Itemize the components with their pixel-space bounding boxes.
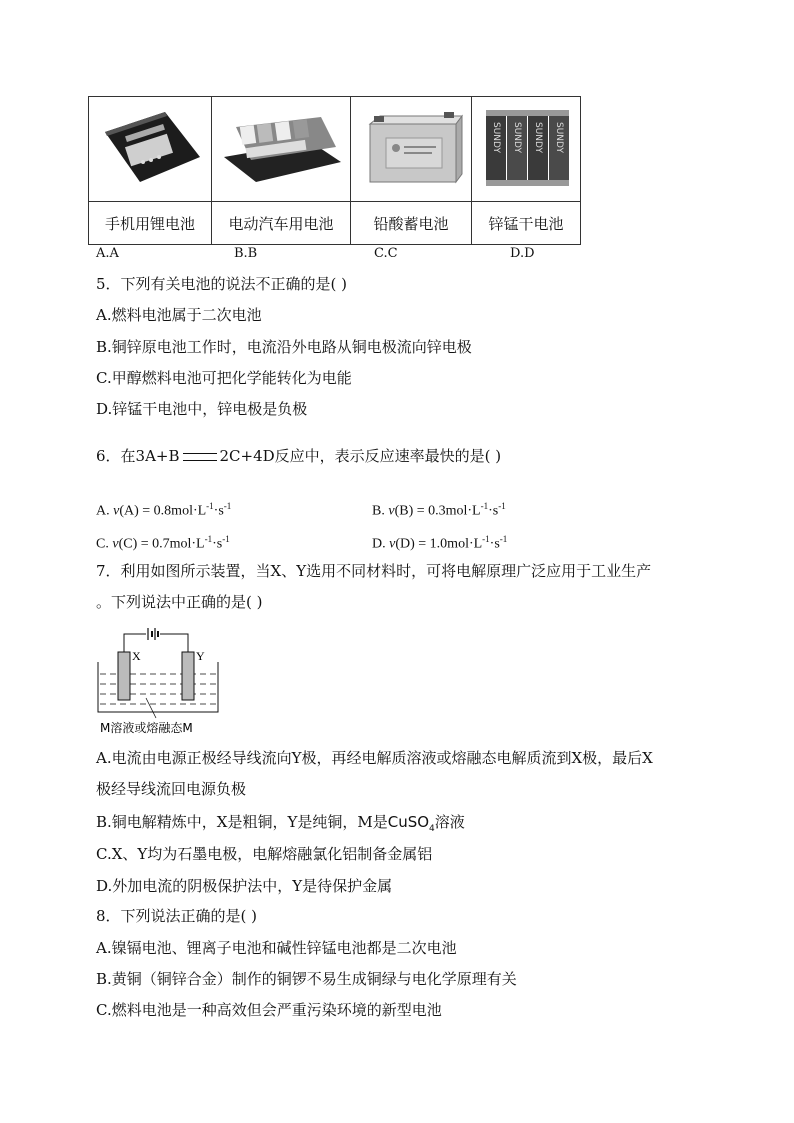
q6-option-a[interactable] — [96, 496, 231, 522]
q6-d-exp2: -1 — [499, 534, 508, 544]
q6-a-prefix: A. — [96, 503, 114, 519]
q6-c-exp2: -1 — [222, 534, 230, 544]
battery-table — [88, 96, 581, 245]
q7-b-suffix: 溶液 — [434, 813, 465, 831]
q6-c-tail: ·s — [212, 536, 223, 552]
q6-stem-post: 2C+4D反应中，表示反应速率最快的是( ) — [219, 447, 502, 465]
q6-c-prefix: C. — [96, 536, 113, 552]
dry-cell-image — [472, 97, 581, 202]
q5-option-d[interactable]: D.锌锰干电池中，锌电极是负极 — [96, 400, 308, 418]
q6-a-tail: ·s — [213, 503, 224, 519]
q6-b-exp2: -1 — [498, 501, 506, 511]
q7-option-a-line1[interactable]: A.电流由电源正极经导线流向Y极，再经电解质溶液或熔融态电解质流到X极，最后X — [96, 749, 653, 767]
q7-stem-line2: 。下列说法中正确的是( ) — [96, 593, 263, 611]
brand-text-3: SUNDY — [533, 122, 543, 153]
q6-d-prefix: D. — [372, 536, 390, 552]
q6-stem — [96, 446, 501, 466]
q6-d-value: (D) = 1.0mol·L — [395, 536, 483, 552]
option-c[interactable]: C.C — [374, 246, 398, 261]
lead-acid-battery-icon — [356, 102, 466, 192]
label-lead-acid: 铅酸蓄电池 — [351, 202, 472, 245]
electrolysis-diagram — [96, 622, 226, 742]
option-d[interactable]: D.D — [510, 246, 535, 261]
ev-battery-image — [212, 97, 351, 202]
electrode-y-label: Y — [196, 649, 205, 663]
q7-b-subscript: 4 — [429, 824, 435, 834]
q7-b-formula: CuSO — [387, 813, 430, 831]
brand-text-4: SUNDY — [554, 122, 564, 153]
brand-text-1: SUNDY — [491, 122, 501, 153]
q6-b-v: v — [388, 503, 395, 519]
q6-a-v: v — [113, 503, 120, 519]
q8-option-c[interactable]: C.燃料电池是一种高效但会严重污染环境的新型电池 — [96, 1001, 442, 1019]
label-dry-cell: 锌锰干电池 — [472, 202, 581, 245]
q7-option-b[interactable] — [96, 812, 465, 839]
q6-d-v: v — [389, 536, 396, 552]
equal-sign — [183, 453, 217, 461]
q8-option-a[interactable]: A.镍镉电池、锂离子电池和碱性锌锰电池都是二次电池 — [96, 939, 457, 957]
brand-text-2: SUNDY — [512, 122, 522, 153]
phone-battery-image — [89, 97, 212, 202]
electrolysis-cell-icon — [96, 622, 226, 742]
q6-b-tail: ·s — [488, 503, 499, 519]
option-a[interactable]: A.A — [96, 246, 119, 261]
q7-stem-line1: 7．利用如图所示装置，当X、Y选用不同材料时，可将电解原理广泛应用于工业生产 — [96, 562, 652, 580]
q5-option-a[interactable]: A.燃料电池属于二次电池 — [96, 306, 262, 324]
label-phone-battery: 手机用锂电池 — [89, 202, 212, 245]
q6-option-d[interactable] — [372, 529, 507, 555]
q8-option-b[interactable]: B.黄铜（铜锌合金）制作的铜锣不易生成铜绿与电化学原理有关 — [96, 970, 517, 988]
q6-c-v: v — [112, 536, 119, 552]
q8-stem: 8．下列说法正确的是( ) — [96, 907, 258, 925]
option-b[interactable]: B.B — [234, 246, 258, 261]
q5-option-b[interactable]: B.铜锌原电池工作时，电流沿外电路从铜电极流向锌电极 — [96, 338, 472, 356]
q6-b-prefix: B. — [372, 503, 389, 519]
q6-stem-pre: 6．在3A+B — [96, 447, 180, 465]
q6-option-c[interactable] — [96, 529, 230, 555]
lead-acid-image — [351, 97, 472, 202]
q6-c-value: (C) = 0.7mol·L — [118, 536, 205, 552]
q6-option-b[interactable] — [372, 496, 506, 522]
q6-c-exp1: -1 — [204, 534, 213, 544]
q5-option-c[interactable]: C.甲醇燃料电池可把化学能转化为电能 — [96, 369, 352, 387]
q6-d-tail: ·s — [489, 536, 500, 552]
label-ev-battery: 电动汽车用电池 — [212, 202, 351, 245]
q5-stem: 5．下列有关电池的说法不正确的是( ) — [96, 275, 348, 293]
q6-d-exp1: -1 — [482, 534, 490, 544]
q7-b-text: B.铜电解精炼中，X是粗铜，Y是纯铜，M是 — [96, 813, 388, 831]
q7-option-c[interactable]: C.X、Y均为石墨电极，电解熔融氯化铝制备金属铝 — [96, 845, 433, 863]
electrode-x-label: X — [132, 649, 141, 663]
zinc-manganese-dry-cells-icon — [476, 102, 576, 192]
q6-b-exp1: -1 — [480, 501, 489, 511]
q7-option-a-line2[interactable]: 极经导线流回电源负极 — [96, 780, 247, 798]
q7-option-d[interactable]: D.外加电流的阴极保护法中，Y是待保护金属 — [96, 877, 393, 895]
diagram-caption: M溶液或熔融态M — [100, 721, 193, 735]
ev-battery-pack-icon — [216, 102, 346, 192]
q6-b-value: (B) = 0.3mol·L — [394, 503, 481, 519]
q6-a-exp1: -1 — [206, 501, 214, 511]
phone-lithium-battery-icon — [95, 102, 205, 192]
q6-a-value: (A) = 0.8mol·L — [119, 503, 207, 519]
q6-a-exp2: -1 — [223, 501, 232, 511]
